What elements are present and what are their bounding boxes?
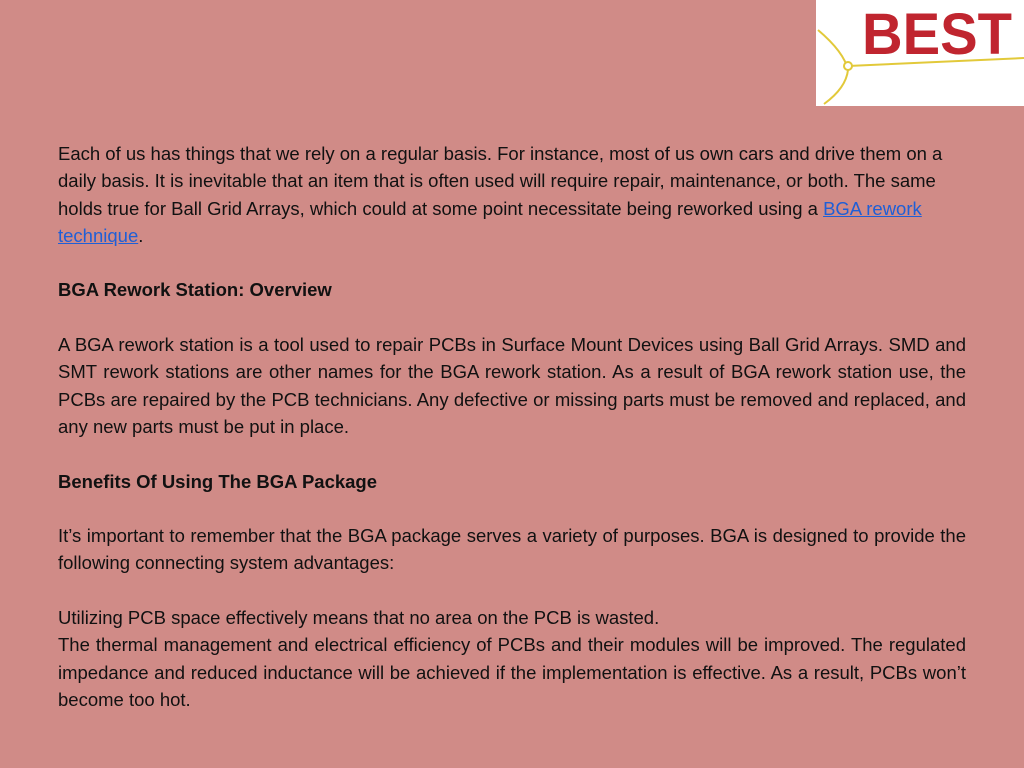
intro-paragraph xyxy=(58,140,966,249)
benefit-point: The thermal management and electrical efficiency of PCBs and their modules will be improved. The regulated impedance and reduced inductance will be achieved if the implementation is effective. As a result, PCBs won’t become too hot. xyxy=(58,634,966,710)
section1-paragraph: A BGA rework station is a tool used to repair PCBs in Surface Mount Devices using Ball Grid Arrays. SMD and SMT rework stations are other names for the BGA rework station. As a result of BGA rework station use, the PCBs are repaired by the PCB technicians. Any defective or missing parts must be removed and replaced, and any new parts must be put in place. xyxy=(58,334,966,437)
intro-period: . xyxy=(138,224,144,246)
intro-text: Each of us has things that we rely on a regular basis. For instance, most of us own cars and drive them on a daily basis. It is inevitable that an item that is often used will require repair, maintenance, or both. The same holds true for Ball Grid Arrays, which could at some point necessitate being reworked using a xyxy=(58,143,943,219)
best-logo xyxy=(816,0,1024,106)
logo-text: BEST xyxy=(862,2,1012,67)
article-body xyxy=(58,140,966,713)
section1-heading: BGA Rework Station: Overview xyxy=(58,279,332,301)
spacer xyxy=(58,577,966,604)
logo-dot xyxy=(844,62,852,70)
spacer xyxy=(58,495,966,522)
spacer xyxy=(58,304,966,331)
best-logo-graphic xyxy=(816,0,1024,106)
section2-paragraph: It’s important to remember that the BGA package serves a variety of purposes. BGA is designed to provide the following connecting system advantages: xyxy=(58,525,966,574)
bga-rework-technique-link[interactable]: BGA rework technique xyxy=(58,197,922,246)
benefit-point: Utilizing PCB space effectively means that no area on the PCB is wasted. xyxy=(58,607,660,629)
section2-heading: Benefits Of Using The BGA Package xyxy=(58,470,378,492)
spacer xyxy=(58,440,966,467)
spacer xyxy=(58,249,966,276)
